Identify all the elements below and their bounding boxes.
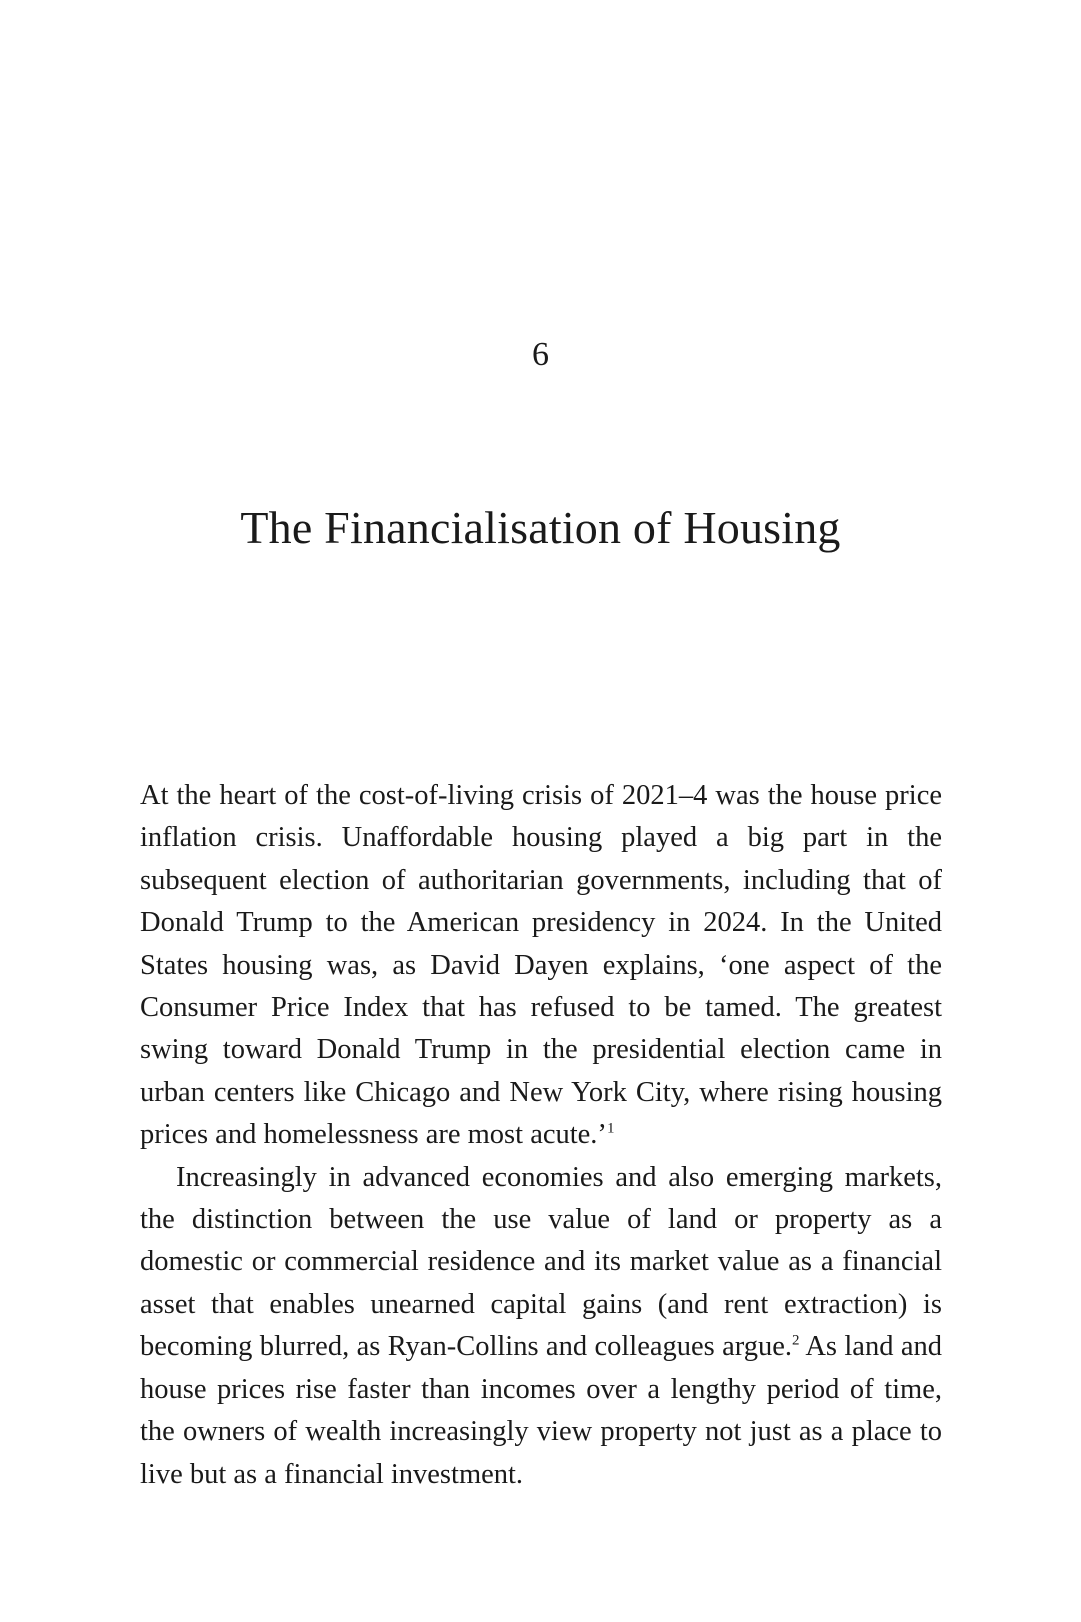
paragraph-1-text: At the heart of the cost-of-living crisis of 2021–4 was the house price inflation crisis. Unaffordable housing played a big part in the subsequent election of authoritarian governments, including that of Donald Trump to the American presidency in 2024. In the United States housing was, as David Dayen explains, ‘one aspect of the Consumer Price Index that has refused to be tamed. The greatest swing toward Donald Trump in the presidential election came in urban centers like Chicago and New York City, where rising housing prices and homelessness are most acute.’ [140, 780, 942, 1151]
paragraph-2-text-start: Increasingly in advanced economies and also emerging markets, the distinction between the use value of land or property as a domestic or commercial residence and its market value as a financial asset that enables unearned capital gains (and rent extraction) is becoming blurred, as Ryan-Collins and colleagues argue. [140, 1161, 942, 1363]
chapter-body [140, 775, 942, 1496]
paragraph-2 [140, 1157, 942, 1496]
chapter-title: The Financialisation of Housing [240, 502, 841, 553]
paragraph-1 [140, 775, 942, 1157]
chapter-number: 6 [532, 336, 549, 373]
footnote-ref-1[interactable]: 1 [606, 1120, 615, 1137]
paragraph-2-text-end: As land and house prices rise faster than incomes over a lengthy period of time, the owners of wealth increasingly view property not just as a place to live but as a financial investment. [140, 1331, 942, 1490]
footnote-ref-2[interactable]: 2 [792, 1332, 800, 1349]
